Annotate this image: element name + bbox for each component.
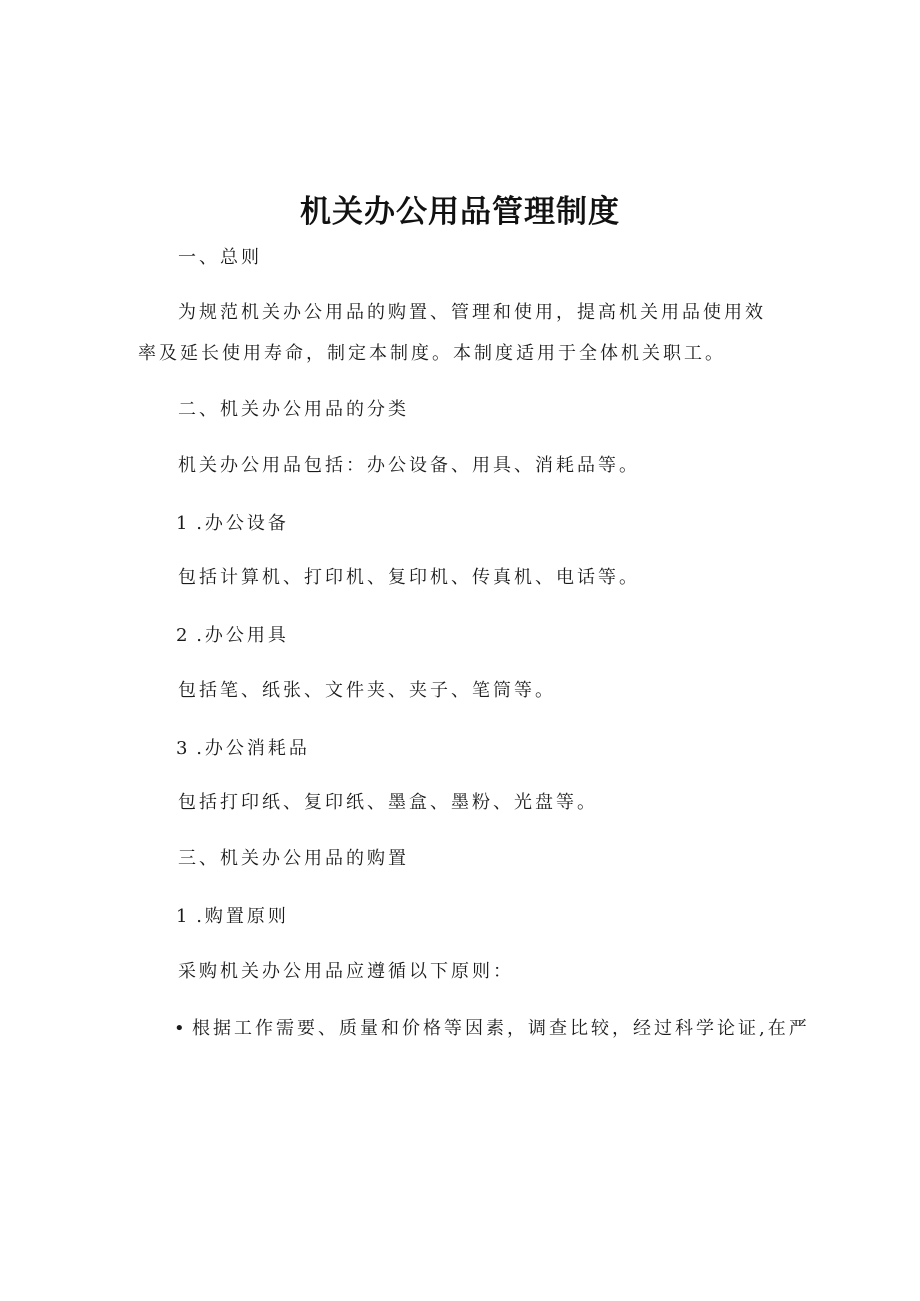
paragraph-classification-intro: 机关办公用品包括：办公设备、用具、消耗品等。 <box>178 455 640 476</box>
list-item-title: .办公消耗品 <box>196 738 310 759</box>
list-item-office-supplies <box>176 625 289 647</box>
bullet-item-purchase-principle: 根据工作需要、质量和价格等因素，调查比较，经过科学论证,在严 <box>192 1018 810 1039</box>
paragraph-consumables-desc: 包括打印纸、复印纸、墨盒、墨粉、光盘等。 <box>178 792 598 813</box>
list-item-title: .办公用具 <box>196 625 289 646</box>
list-item-office-consumables <box>176 738 310 760</box>
section-heading-general: 一、总则 <box>178 247 262 268</box>
paragraph-equipment-desc: 包括计算机、打印机、复印机、传真机、电话等。 <box>178 567 640 588</box>
bullet-marker: • <box>174 1018 185 1039</box>
list-item-number: 1 <box>176 513 188 534</box>
section-heading-classification: 二、机关办公用品的分类 <box>178 399 409 420</box>
list-item-number: 1 <box>176 906 188 927</box>
list-item-title: .购置原则 <box>196 906 289 927</box>
list-item-number: 3 <box>176 738 188 759</box>
paragraph-supplies-desc: 包括笔、纸张、文件夹、夹子、笔筒等。 <box>178 680 556 701</box>
list-item-purchase-principles <box>176 906 289 928</box>
paragraph-purchase-intro: 采购机关办公用品应遵循以下原则： <box>178 961 514 982</box>
list-item-title: .办公设备 <box>196 513 289 534</box>
section-heading-purchase: 三、机关办公用品的购置 <box>178 848 409 869</box>
list-item-office-equipment <box>176 513 289 535</box>
document-title: 机关办公用品管理制度 <box>300 194 620 230</box>
list-item-number: 2 <box>176 625 188 646</box>
paragraph-general: 为规范机关办公用品的购置、管理和使用，提高机关用品使用效率及延长使用寿命，制定本制度。本制度适用于全体机关职工。 <box>138 302 766 364</box>
